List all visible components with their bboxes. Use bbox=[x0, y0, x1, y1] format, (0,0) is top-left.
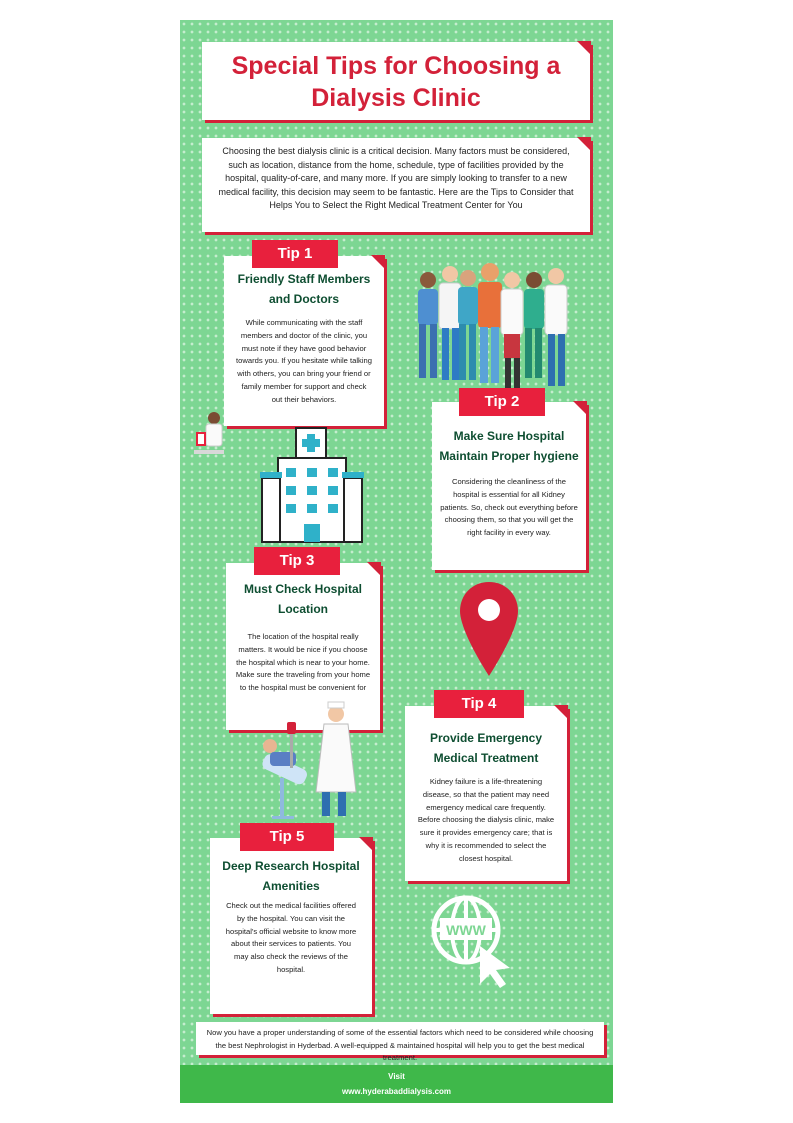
tip-4-badge: Tip 4 bbox=[434, 690, 524, 718]
patient-nurse-illustration bbox=[252, 700, 372, 822]
tip-2-heading: Make Sure Hospital Maintain Proper hygiene bbox=[439, 429, 579, 463]
tip-4-card bbox=[405, 706, 567, 881]
page-title: Special Tips for Choosing a Dialysis Clinic bbox=[231, 52, 561, 112]
tip-5-text: Check out the medical facilities offered by the hospital. You can visit the hospital's official website to know more about their services to patients. You may also check the reviews of the hospital. bbox=[225, 901, 357, 974]
footer-band bbox=[180, 1065, 613, 1103]
doctors-group-illustration bbox=[406, 258, 596, 400]
infographic-poster bbox=[180, 20, 613, 1103]
tip-1-text: While communicating with the staff members and doctor of the clinic, you must note if they have good behavior towards you. If you hesitate while talking with others, you can bring your friend or family member for support and check out their behaviors. bbox=[236, 318, 372, 404]
location-pin-icon bbox=[458, 580, 520, 678]
tip-3-heading: Must Check Hospital Location bbox=[243, 582, 363, 616]
intro-paragraph: Choosing the best dialysis clinic is a critical decision. Many factors must be considered, such as location, distance from the home, schedule, type of facilities provided by the hospital, quality-of-care, and many more. If you are simply looking to transfer to a new medical facility, this decision may seem to be fantastic. Here are the Tips to Consider that Helps You to Select the Right Medical Treatment Center for You bbox=[202, 138, 590, 232]
tip-3-badge: Tip 3 bbox=[254, 547, 340, 575]
tip-2-badge: Tip 2 bbox=[459, 388, 545, 416]
conclusion-box: Now you have a proper understanding of some of the essential factors which need to be considered while choosing the best Nephrologist in Hyderbad. A well-equipped & maintained hospital will help you to get the best medical treatment. bbox=[196, 1022, 604, 1055]
tip-5-heading: Deep Research Hospital Amenities bbox=[222, 859, 360, 893]
visit-label: Visit bbox=[388, 1072, 405, 1081]
doctor-desk-illustration bbox=[192, 408, 232, 460]
tip-3-text: The location of the hospital really matters. It would be nice if you choose the hospital which is near to your home. Make sure the traveling from your home to the hospital must be convenient for bbox=[235, 632, 371, 693]
tip-5-badge: Tip 5 bbox=[240, 823, 334, 851]
tip-2-card bbox=[432, 402, 586, 570]
website-link[interactable]: www.hyderabaddialysis.com bbox=[341, 1087, 452, 1096]
globe-www-label: WWW bbox=[446, 922, 486, 938]
tip-1-heading: Friendly Staff Members and Doctors bbox=[237, 272, 371, 306]
tip-1-badge: Tip 1 bbox=[252, 240, 338, 268]
title-card bbox=[202, 42, 590, 120]
tip-1-card bbox=[224, 256, 384, 426]
tip-4-heading: Provide Emergency Medical Treatment bbox=[429, 731, 543, 765]
tip-5-card bbox=[210, 838, 372, 1014]
hospital-building-illustration bbox=[258, 426, 366, 544]
web-globe-icon bbox=[428, 892, 520, 988]
tip-4-text: Kidney failure is a life-threatening disease, so that the patient may need emergency medical care frequently. Before choosing the dialysis clinic, make sure it provides emergency care; that is why it is recommended to select the closest hospital. bbox=[417, 777, 555, 863]
tip-2-text: Considering the cleanliness of the hospital is essential for all Kidney patients. So, check out everything before choosing them, so that you will get the right facility in every way. bbox=[440, 477, 578, 538]
